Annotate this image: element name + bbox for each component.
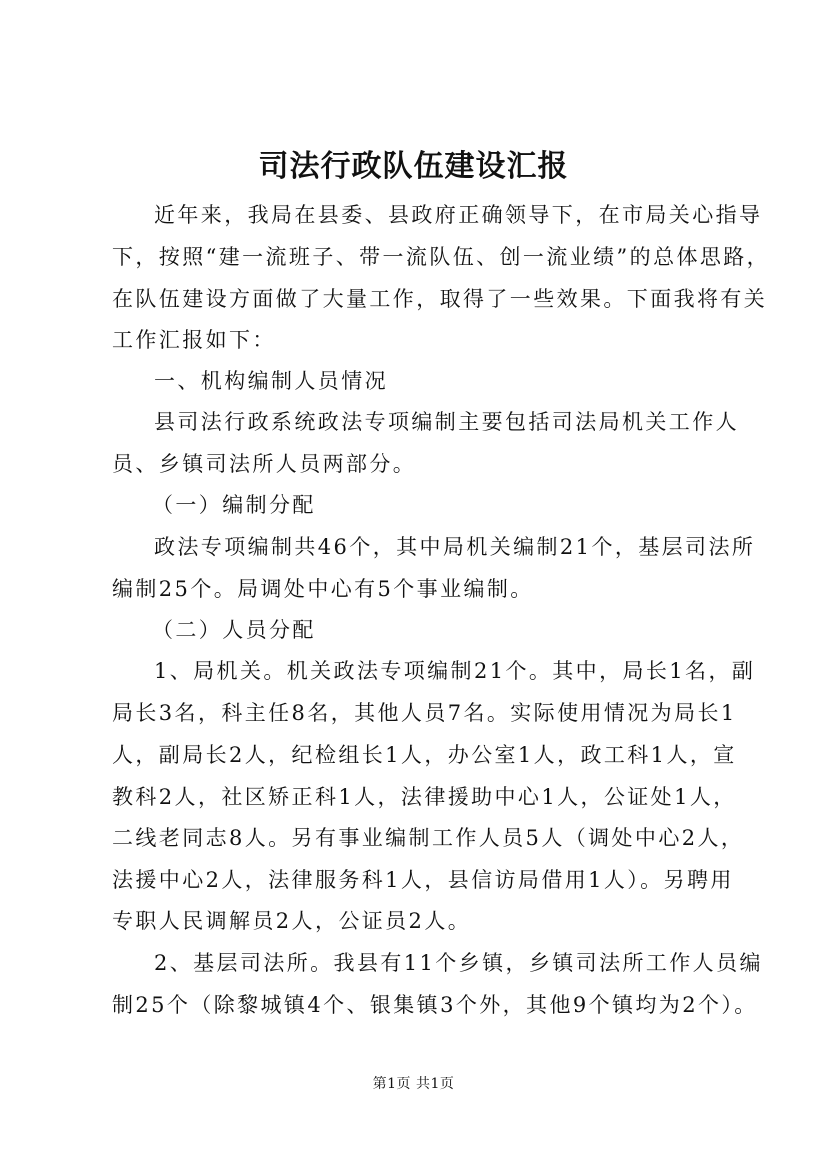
paragraph-line: 二线老同志8人。另有事业编制工作人员5人（调处中心2人， <box>112 826 745 850</box>
paragraph-line: 专职人民调解员2人，公证员2人。 <box>112 909 472 933</box>
paragraph-line: 局长3名，科主任8名，其他人员7名。实际使用情况为局长1 <box>112 701 737 725</box>
paragraph-line: 工作汇报如下： <box>112 328 276 352</box>
paragraph-line: 教科2人，社区矫正科1人，法律援助中心1人，公证处1人， <box>112 785 737 809</box>
paragraph-line: 制25个（除黎城镇4个、银集镇3个外，其他9个镇均为2个）。 <box>112 993 758 1017</box>
paragraph-line: 人，副局长2人，纪检组长1人，办公室1人，政工科1人，宣 <box>112 743 737 767</box>
subsection-heading: （二）人员分配 <box>152 618 316 642</box>
paragraph-line: 县司法行政系统政法专项编制主要包括司法局机关工作人 <box>154 410 739 434</box>
document-title: 司法行政队伍建设汇报 <box>258 149 569 184</box>
paragraph-line: 下，按照“建一流班子、带一流队伍、创一流业绩”的总体思路， <box>112 245 771 269</box>
paragraph-line: 员、乡镇司法所人员两部分。 <box>112 452 417 476</box>
section-heading: 一、机构编制人员情况 <box>154 369 388 393</box>
paragraph-line: 政法专项编制共46个，其中局机关编制21个，基层司法所 <box>154 535 756 559</box>
paragraph-line: 在队伍建设方面做了大量工作，取得了一些效果。下面我将有关 <box>112 287 768 311</box>
paragraph-line: 编制25个。局调处中心有5个事业编制。 <box>112 577 534 601</box>
paragraph-line: 2、基层司法所。我县有11个乡镇，乡镇司法所工作人员编 <box>154 951 763 975</box>
subsection-heading: （一）编制分配 <box>152 493 316 517</box>
page-footer: 第1页 共1页 <box>372 1076 455 1092</box>
paragraph-line: 1、局机关。机关政法专项编制21个。其中，局长1名，副 <box>154 659 756 683</box>
paragraph-line: 法援中心2人，法律服务科1人，县信访局借用1人）。另聘用 <box>112 868 734 892</box>
paragraph-line: 近年来，我局在县委、县政府正确领导下，在市局关心指导 <box>154 203 763 227</box>
